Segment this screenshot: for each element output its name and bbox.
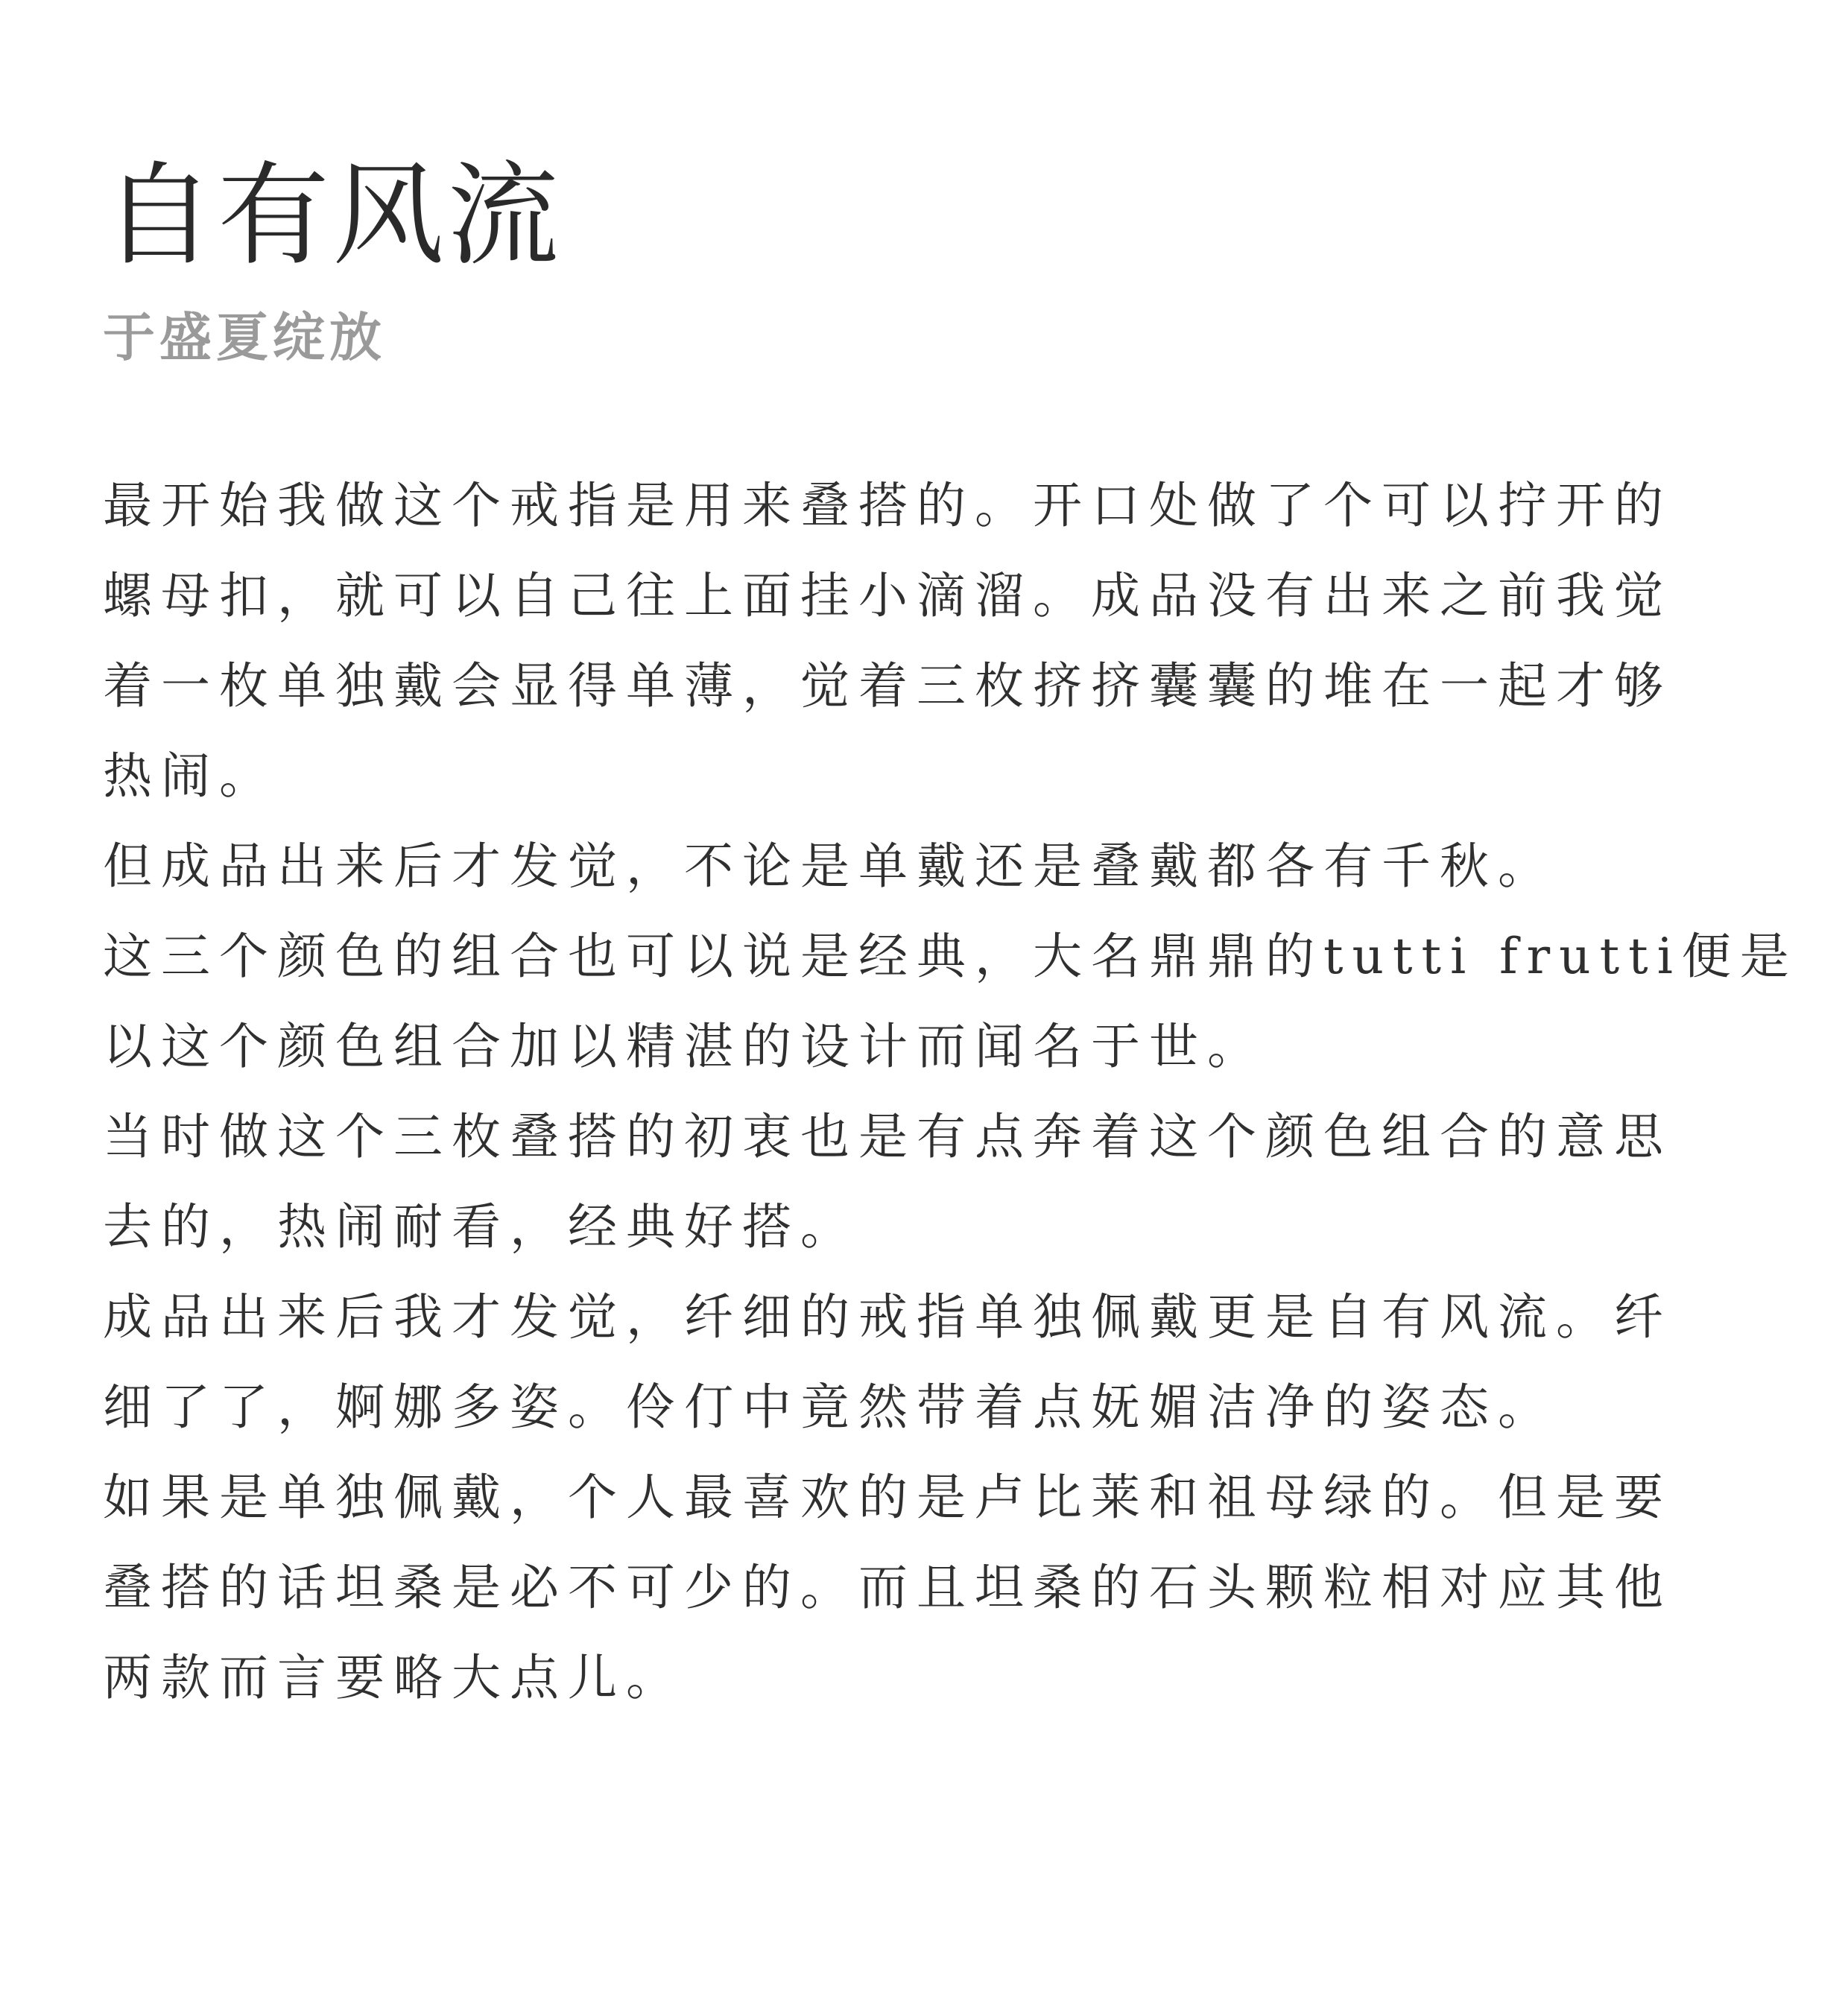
body-line: 热闹。 (103, 747, 277, 805)
body-line: 两款而言要略大点儿。 (103, 1649, 684, 1706)
body-line: 成品出来后我才发觉，纤细的戒指单独佩戴更是自有风流。纤 (103, 1288, 1672, 1346)
body-line: 螺母扣，就可以自己往上面挂小滴溜。成品没有出来之前我觉 (103, 567, 1672, 624)
body-line: 叠搭的话坦桑是必不可少的。而且坦桑的石头颗粒相对应其他 (103, 1559, 1672, 1616)
article-body (103, 460, 1798, 1723)
body-line: 当时做这个三枚叠搭的初衷也是有点奔着这个颜色组合的意思 (103, 1108, 1672, 1165)
page-subtitle: 于盛夏绽放 (103, 306, 386, 368)
body-line: 去的，热闹耐看，经典好搭。 (103, 1198, 858, 1256)
body-line: 如果是单独佩戴，个人最喜欢的是卢比莱和祖母绿的。但是要 (103, 1469, 1672, 1526)
body-line: 着一枚单独戴会显得单薄，觉着三枚挤挤囊囊的堆在一起才够 (103, 657, 1672, 715)
page-title: 自有风流 (103, 151, 563, 281)
body-line: 最开始我做这个戒指是用来叠搭的。开口处做了个可以拧开的 (103, 477, 1672, 534)
body-line: 以这个颜色组合加以精湛的设计而闻名于世。 (103, 1018, 1265, 1075)
body-line: 但成品出来后才发觉，不论是单戴还是叠戴都各有千秋。 (103, 838, 1556, 895)
body-line: 这三个颜色的组合也可以说是经典，大名鼎鼎的tutti frutti便是 (103, 928, 1798, 985)
body-line: 细了了，婀娜多姿。伶仃中竟然带着点妩媚洁净的姿态。 (103, 1378, 1556, 1436)
